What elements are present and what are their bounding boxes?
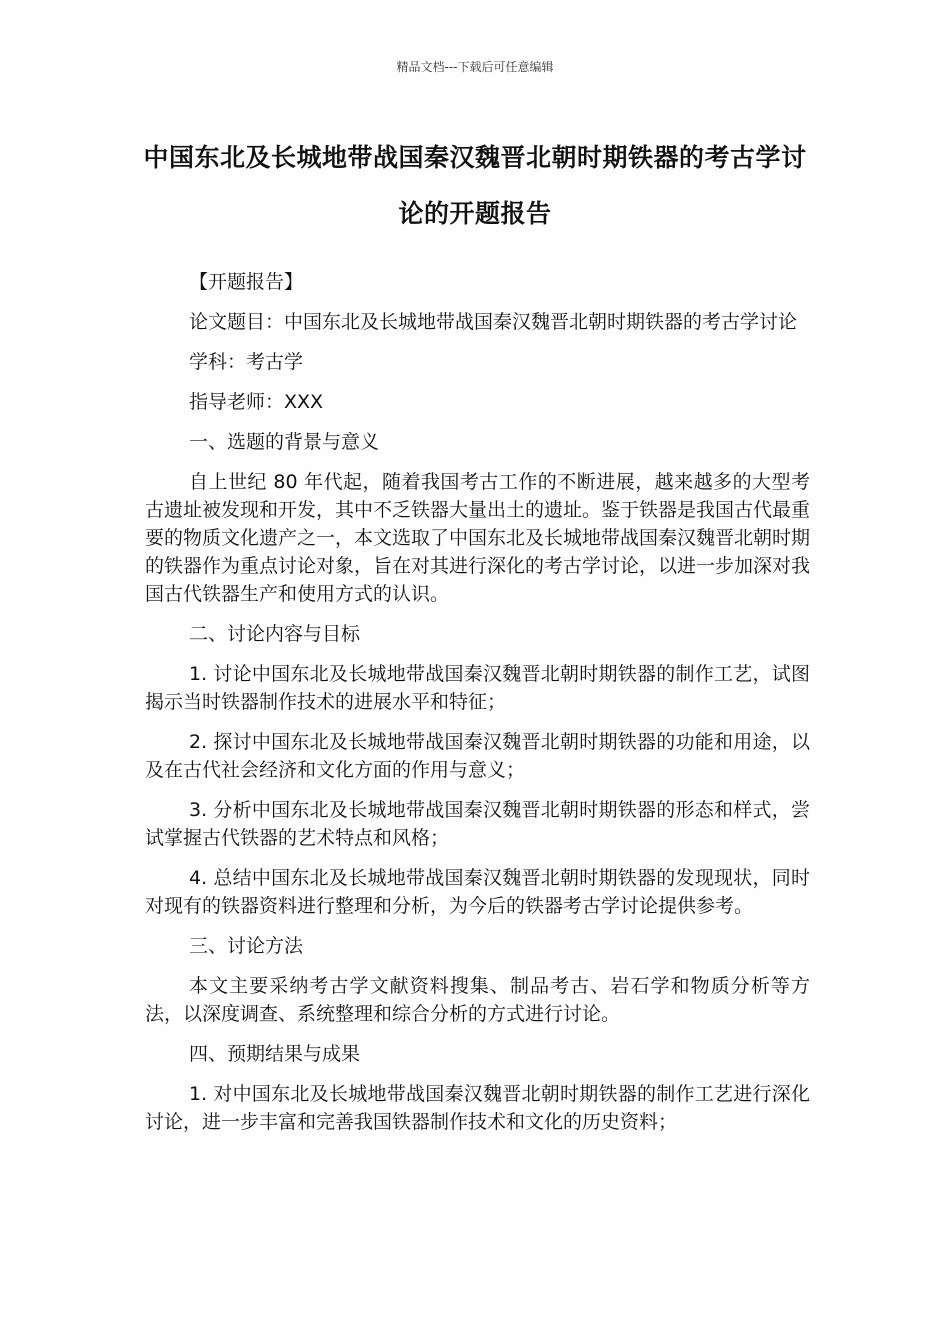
background-paragraph: 自上世纪 80 年代起，随着我国考古工作的不断进展，越来越多的大型考古遗址被发现和开发，其中不乏铁器大量出土的遗址。鉴于铁器是我国古代最重要的物质文化遗产之一，本文选取了中国东北及长城地带战国秦汉魏晋北朝时期的铁器作为重点讨论对象，旨在对其进行深化的考古学讨论，以进一步加深对我国古代铁器生产和使用方式的认识。 — [145, 471, 811, 605]
section-heading-2: 二、讨论内容与目标 — [189, 623, 361, 645]
goal-item-4: 4. 总结中国东北及长城地带战国秦汉魏晋北朝时期铁器的发现现状，同时对现有的铁器资料进行整理和分析，为今后的铁器考古学讨论提供参考。 — [145, 867, 810, 917]
method-paragraph: 本文主要采纳考古学文献资料搜集、制品考古、岩石学和物质分析等方法，以深度调查、系统整理和综合分析的方式进行讨论。 — [145, 975, 810, 1025]
section-heading-1: 一、选题的背景与意义 — [189, 431, 380, 453]
document-title: 中国东北及长城地带战国秦汉魏晋北朝时期铁器的考古学讨论的开题报告 — [143, 143, 807, 228]
goal-item-2: 2. 探讨中国东北及长城地带战国秦汉魏晋北朝时期铁器的功能和用途，以及在古代社会经济和文化方面的作用与意义； — [145, 731, 810, 781]
goal-item-1: 1. 讨论中国东北及长城地带战国秦汉魏晋北朝时期铁器的制作工艺，试图揭示当时铁器制作技术的进展水平和特征； — [145, 663, 810, 713]
goal-item-3: 3. 分析中国东北及长城地带战国秦汉魏晋北朝时期铁器的形态和样式，尝试掌握古代铁器的艺术特点和风格； — [145, 799, 810, 849]
section-heading-4: 四、预期结果与成果 — [189, 1043, 361, 1065]
subject-line: 学科：考古学 — [189, 351, 304, 373]
thesis-title-line: 论文题目：中国东北及长城地带战国秦汉魏晋北朝时期铁器的考古学讨论 — [189, 311, 798, 333]
header-note: 精品文档---下载后可任意编辑 — [396, 60, 554, 74]
section-heading-3: 三、讨论方法 — [189, 935, 304, 957]
advisor-line: 指导老师：XXX — [189, 391, 324, 413]
result-item-1: 1. 对中国东北及长城地带战国秦汉魏晋北朝时期铁器的制作工艺进行深化讨论，进一步丰富和完善我国铁器制作技术和文化的历史资料； — [145, 1083, 810, 1133]
section-label: 【开题报告】 — [189, 271, 304, 293]
document-body — [145, 268, 810, 1148]
